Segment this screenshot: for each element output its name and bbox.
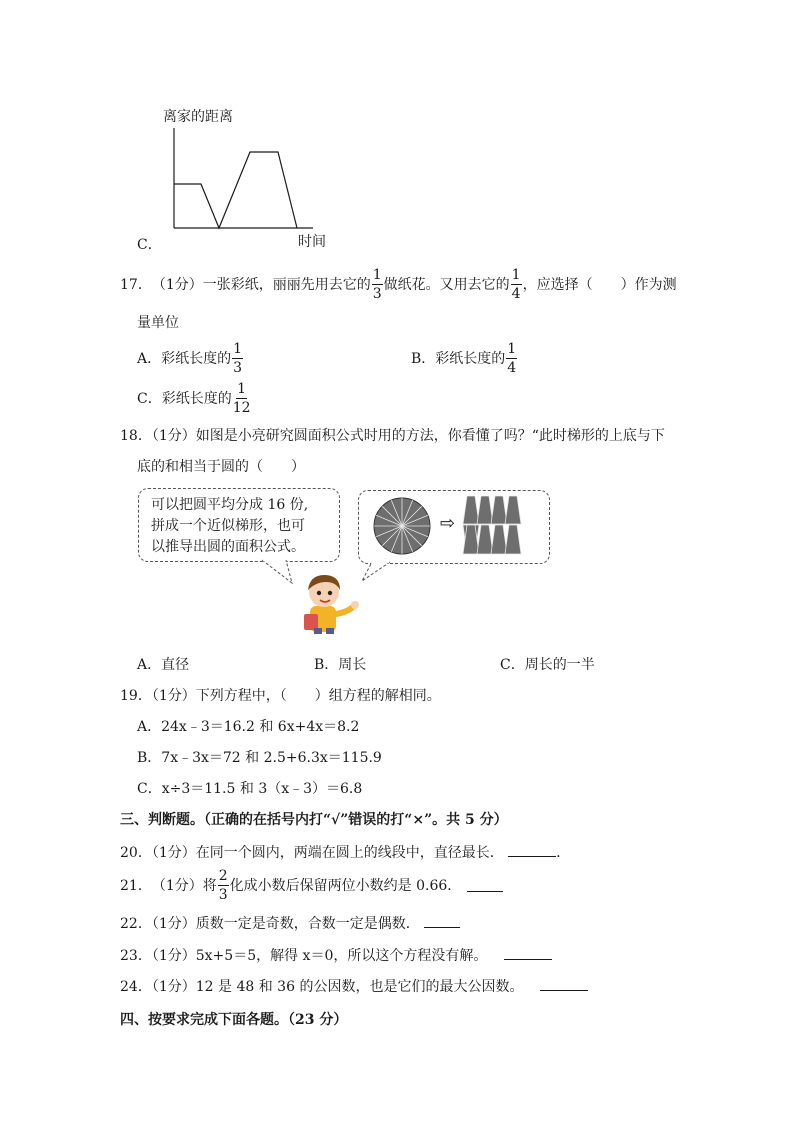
- question-score: （1分）: [151, 948, 196, 964]
- question-number: 18．: [120, 428, 152, 444]
- question-score: （1分）: [151, 916, 196, 932]
- question-number: 21．: [120, 878, 152, 894]
- arrow-icon: ⇨: [440, 513, 456, 534]
- q17-option-a: A．彩纸长度的 $\frac{1}{3}$: [137, 340, 243, 376]
- section-4-heading: 四、按要求完成下面各题。（23 分）: [120, 1012, 348, 1028]
- q18-option-a: A．直径: [137, 657, 190, 673]
- question-text: 下列方程中，（ ）组方程的解相同。: [195, 688, 441, 704]
- question-number: 23．: [120, 948, 152, 964]
- q19-option-a: A．24x﹣3＝16.2 和 6x+4x＝8.2: [137, 719, 360, 735]
- question-19: [120, 685, 441, 705]
- question-score: （1分）: [151, 277, 203, 293]
- bubble-text-1: 可以把圆平均分成 16 份,: [151, 497, 309, 513]
- fraction-one-fourth: $\frac{1}{4}$: [511, 266, 521, 302]
- distance-time-graph: [165, 124, 325, 234]
- bubble-tail-right: [360, 561, 394, 583]
- question-number: 17．: [120, 277, 152, 293]
- bubble-text-2: 拼成一个近似梯形，也可: [151, 518, 305, 534]
- question-number: 22．: [120, 916, 152, 932]
- section-3-heading: 三、判断题。（正确的在括号内打“√”错误的打“×”。共 5 分）: [120, 812, 508, 828]
- q18-option-c: C．周长的一半: [500, 657, 595, 673]
- q19-option-b: B．7x﹣3x＝72 和 2.5+6.3x＝115.9: [137, 750, 382, 766]
- boy-illustration: [298, 570, 362, 636]
- question-18: [120, 425, 665, 445]
- question-text: 12 是 48 和 36 的公因数，也是它们的最大公因数。: [195, 979, 524, 995]
- q19-option-c: C．x÷3＝11.5 和 3（x﹣3）＝6.8: [137, 781, 363, 797]
- answer-blank[interactable]: [424, 915, 460, 928]
- question-24: [120, 976, 588, 996]
- q17-option-b: B．彩纸长度的 $\frac{1}{4}$: [411, 340, 517, 376]
- q17-option-c: C．彩纸长度的 $\frac{1}{12}$: [137, 380, 251, 416]
- question-17-line2: 量单位: [137, 315, 179, 331]
- question-21: 21． （1分） 将 $\frac{2}{3}$ 化成小数后保留两位小数约是 0.66．: [120, 866, 503, 904]
- question-score: （1分）: [151, 878, 203, 894]
- divided-circle-icon: [372, 496, 432, 556]
- graph-xlabel: 时间: [298, 234, 326, 250]
- question-22: [120, 913, 460, 933]
- question-text: 如图是小亮研究圆面积公式时用的方法，你看懂了吗？“此时梯形的上底与下: [195, 428, 665, 444]
- question-text: 5x+5＝5，解得 x＝0，所以这个方程没有解。: [195, 948, 488, 964]
- question-text: 一张彩纸，丽丽先用去它的: [202, 277, 371, 293]
- question-score: （1分）: [151, 428, 196, 444]
- bubble-tail-left: [260, 559, 300, 585]
- trapezoid-sectors-icon: [461, 494, 523, 556]
- answer-blank[interactable]: [467, 879, 503, 892]
- bubble-text-3: 以推导出圆的面积公式。: [151, 539, 305, 555]
- answer-blank[interactable]: [540, 978, 588, 991]
- question-23: [120, 945, 552, 965]
- answer-blank[interactable]: [504, 947, 552, 960]
- question-score: （1分）: [151, 688, 196, 704]
- question-score: （1分）: [151, 845, 196, 861]
- fraction-two-thirds: $\frac{2}{3}$: [218, 867, 228, 903]
- question-score: （1分）: [151, 979, 196, 995]
- question-number: 19．: [120, 688, 152, 704]
- question-17: [120, 266, 677, 302]
- question-text: 质数一定是奇数，合数一定是偶数．: [195, 916, 420, 932]
- option-c-label: C．: [137, 237, 162, 253]
- q18-option-b: B．周长: [314, 657, 367, 673]
- question-number: 24．: [120, 979, 152, 995]
- graph-ylabel: 离家的距离: [163, 109, 233, 125]
- question-20: 20．（1分）在同一个圆内，两端在圆上的线段中，直径最长． ．: [120, 845, 571, 861]
- question-number: 20．: [120, 845, 152, 861]
- question-text: 做纸花。又用去它的: [383, 277, 510, 293]
- question-text: 在同一个圆内，两端在圆上的线段中，直径最长．: [195, 845, 504, 861]
- fraction-one-third: $\frac{1}{3}$: [372, 266, 382, 302]
- answer-blank[interactable]: [508, 844, 556, 857]
- graph-line: [174, 152, 297, 228]
- question-18-line2: 底的和相当于圆的（ ）: [137, 459, 305, 475]
- question-text: ，应选择（ ）作为测: [522, 277, 677, 293]
